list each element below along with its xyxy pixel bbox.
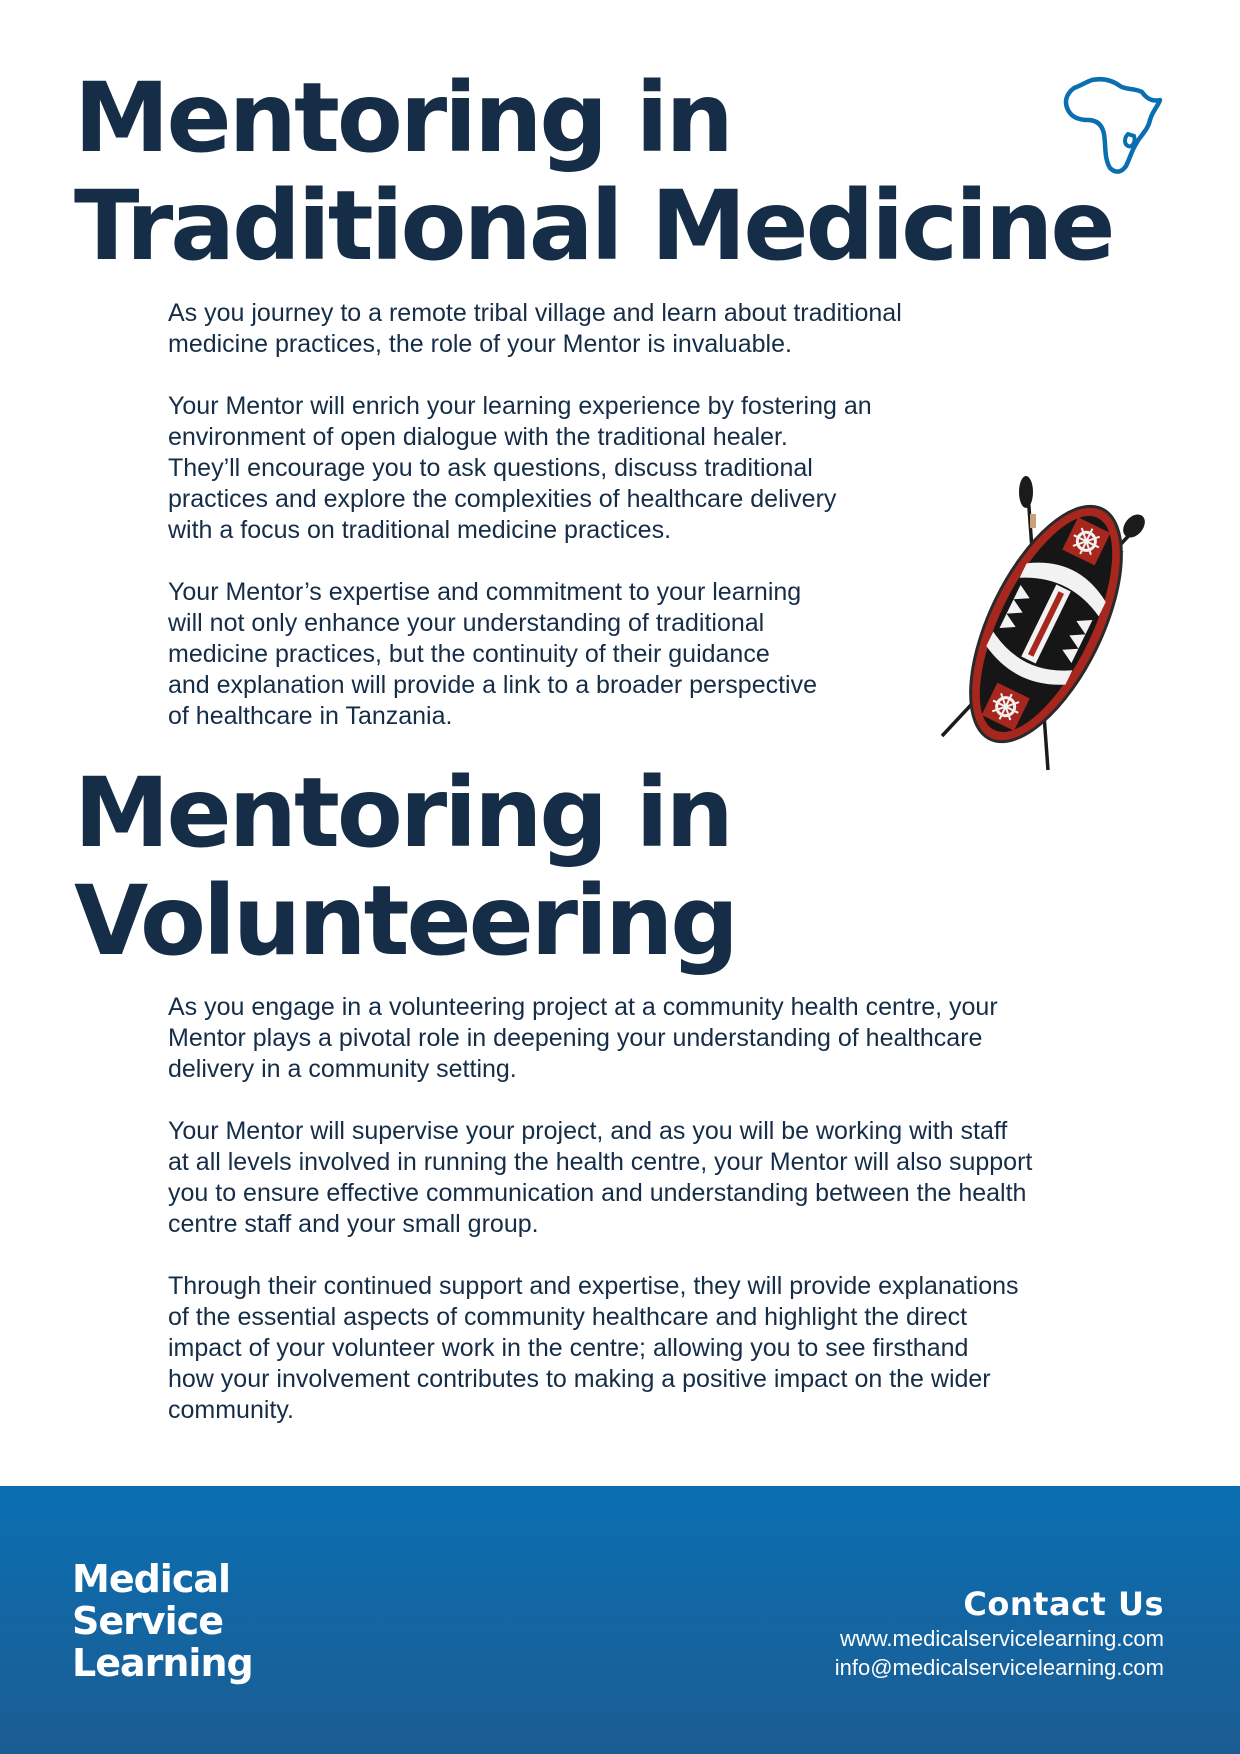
contact-title: Contact Us	[963, 1585, 1164, 1623]
logo-line: Service	[72, 1599, 223, 1643]
text-line: Your Mentor will enrich your learning experience by fostering an	[168, 392, 872, 420]
paragraph	[168, 1271, 1178, 1426]
heading-volunteering	[74, 759, 736, 975]
paragraph	[168, 992, 1178, 1085]
text-line: delivery in a community setting.	[168, 1055, 517, 1083]
text-line: you to ensure effective communication and understanding between the health	[168, 1179, 1027, 1207]
paragraph	[168, 298, 1028, 360]
text-line: impact of your volunteer work in the centre; allowing you to see firsthand	[168, 1334, 969, 1362]
text-line: As you journey to a remote tribal village and learn about traditional	[168, 299, 902, 327]
logo-line: Medical	[72, 1557, 231, 1601]
brand-logo	[72, 1558, 253, 1684]
volunteering-body	[168, 992, 1178, 1426]
text-line: at all levels involved in running the health centre, your Mentor will also support	[168, 1148, 1033, 1176]
logo-line: Learning	[72, 1641, 253, 1685]
heading-line: Mentoring in	[74, 757, 731, 869]
text-line: Mentor plays a pivotal role in deepening your understanding of healthcare	[168, 1024, 983, 1052]
website-link[interactable]: www.medicalservicelearning.com	[839, 1626, 1164, 1651]
maasai-shield-spears-icon	[934, 474, 1156, 774]
text-line: As you engage in a volunteering project at a community health centre, your	[168, 993, 998, 1021]
text-line: Your Mentor’s expertise and commitment to your learning	[168, 578, 802, 606]
heading-line: Traditional Medicine	[74, 170, 1113, 282]
text-line: how your involvement contributes to making a positive impact on the wider	[168, 1365, 991, 1393]
heading-line: Volunteering	[74, 865, 737, 977]
traditional-medicine-body	[168, 298, 1028, 732]
text-line: environment of open dialogue with the traditional healer.	[168, 423, 788, 451]
text-line: medicine practices, the role of your Mentor is invaluable.	[168, 330, 792, 358]
text-line: community.	[168, 1396, 294, 1424]
contact-block	[835, 1584, 1164, 1682]
text-line: Your Mentor will supervise your project, and as you will be working with staff	[168, 1117, 1008, 1145]
text-line: Through their continued support and expertise, they will provide explanations	[168, 1272, 1019, 1300]
heading-line: Mentoring in	[74, 62, 731, 174]
footer	[0, 1486, 1240, 1754]
text-line: of healthcare in Tanzania.	[168, 702, 453, 730]
paragraph	[168, 577, 1028, 732]
text-line: will not only enhance your understanding of traditional	[168, 609, 765, 637]
email-link[interactable]: info@medicalservicelearning.com	[834, 1655, 1164, 1680]
text-line: and explanation will provide a link to a broader perspective	[168, 671, 817, 699]
text-line: medicine practices, but the continuity of their guidance	[168, 640, 770, 668]
africa-outline-icon	[1062, 72, 1166, 178]
heading-traditional-medicine	[74, 64, 1112, 280]
paragraph	[168, 391, 1028, 546]
text-line: They’ll encourage you to ask questions, discuss traditional	[168, 454, 813, 482]
text-line: of the essential aspects of community healthcare and highlight the direct	[168, 1303, 968, 1331]
text-line: with a focus on traditional medicine practices.	[168, 516, 672, 544]
paragraph	[168, 1116, 1178, 1240]
text-line: centre staff and your small group.	[168, 1210, 539, 1238]
text-line: practices and explore the complexities of healthcare delivery	[168, 485, 837, 513]
